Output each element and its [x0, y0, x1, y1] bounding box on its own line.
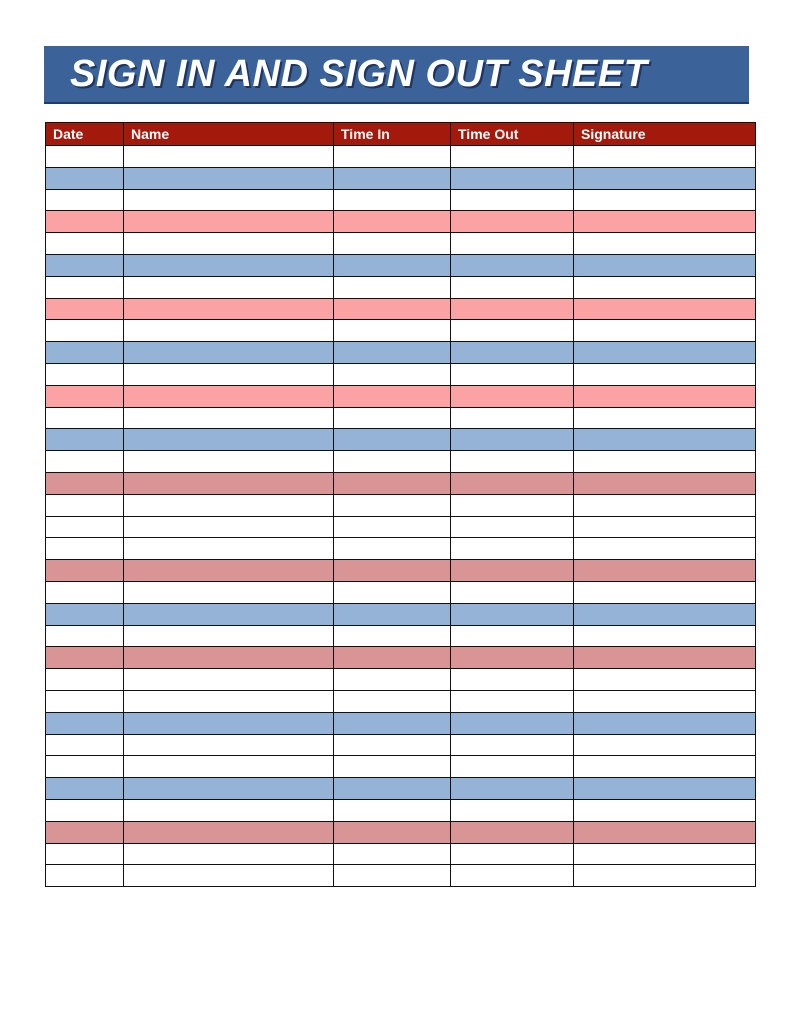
table-row — [46, 778, 756, 800]
table-row — [46, 538, 756, 560]
date-cell — [46, 712, 124, 734]
table-row — [46, 843, 756, 865]
table-row — [46, 342, 756, 364]
signature-cell — [574, 254, 756, 276]
table-row — [46, 756, 756, 778]
table-row — [46, 167, 756, 189]
time-out-cell — [451, 734, 574, 756]
name-cell — [124, 821, 334, 843]
signature-cell — [574, 799, 756, 821]
time-out-cell — [451, 843, 574, 865]
table-row — [46, 821, 756, 843]
time-out-cell — [451, 647, 574, 669]
date-cell — [46, 429, 124, 451]
signature-cell — [574, 298, 756, 320]
time-in-cell — [334, 603, 451, 625]
table-row — [46, 581, 756, 603]
table-row — [46, 254, 756, 276]
date-cell — [46, 254, 124, 276]
name-cell — [124, 799, 334, 821]
table-row — [46, 407, 756, 429]
time-in-cell — [334, 756, 451, 778]
time-out-cell — [451, 799, 574, 821]
name-cell — [124, 647, 334, 669]
date-cell — [46, 494, 124, 516]
table-row — [46, 516, 756, 538]
time-in-cell — [334, 320, 451, 342]
time-in-cell — [334, 276, 451, 298]
date-cell — [46, 320, 124, 342]
date-cell — [46, 799, 124, 821]
name-cell — [124, 560, 334, 582]
time-out-cell — [451, 407, 574, 429]
time-in-cell — [334, 342, 451, 364]
time-in-cell — [334, 494, 451, 516]
time-in-cell — [334, 821, 451, 843]
signature-cell — [574, 429, 756, 451]
date-cell — [46, 146, 124, 168]
name-cell — [124, 233, 334, 255]
time-out-cell — [451, 429, 574, 451]
time-out-cell — [451, 603, 574, 625]
signature-cell — [574, 669, 756, 691]
date-cell — [46, 669, 124, 691]
signature-cell — [574, 146, 756, 168]
table-header-row — [46, 123, 756, 146]
signature-cell — [574, 167, 756, 189]
name-cell — [124, 538, 334, 560]
date-cell — [46, 298, 124, 320]
date-cell — [46, 342, 124, 364]
table-row — [46, 472, 756, 494]
signature-cell — [574, 690, 756, 712]
time-out-cell — [451, 690, 574, 712]
time-in-cell — [334, 690, 451, 712]
time-in-cell — [334, 538, 451, 560]
table-row — [46, 799, 756, 821]
signature-cell — [574, 560, 756, 582]
time-out-cell — [451, 167, 574, 189]
date-cell — [46, 756, 124, 778]
table-body — [46, 146, 756, 887]
time-out-cell — [451, 669, 574, 691]
table-row — [46, 298, 756, 320]
time-out-cell — [451, 233, 574, 255]
time-out-cell — [451, 189, 574, 211]
time-out-cell — [451, 494, 574, 516]
name-cell — [124, 146, 334, 168]
time-in-cell — [334, 516, 451, 538]
date-cell — [46, 233, 124, 255]
time-out-cell — [451, 451, 574, 473]
name-cell — [124, 472, 334, 494]
signature-cell — [574, 647, 756, 669]
table-row — [46, 385, 756, 407]
date-cell — [46, 647, 124, 669]
time-in-cell — [334, 712, 451, 734]
table-row — [46, 146, 756, 168]
table-row — [46, 734, 756, 756]
date-cell — [46, 516, 124, 538]
table-row — [46, 276, 756, 298]
time-in-cell — [334, 669, 451, 691]
time-in-cell — [334, 799, 451, 821]
signature-cell — [574, 189, 756, 211]
time-in-cell — [334, 560, 451, 582]
signature-cell — [574, 538, 756, 560]
date-cell — [46, 690, 124, 712]
table-row — [46, 451, 756, 473]
date-cell — [46, 363, 124, 385]
date-cell — [46, 385, 124, 407]
table-row — [46, 712, 756, 734]
time-out-cell — [451, 298, 574, 320]
name-cell — [124, 494, 334, 516]
table-row — [46, 429, 756, 451]
time-out-cell — [451, 472, 574, 494]
time-in-cell — [334, 211, 451, 233]
time-in-cell — [334, 843, 451, 865]
name-cell — [124, 712, 334, 734]
signature-cell — [574, 385, 756, 407]
name-cell — [124, 276, 334, 298]
time-in-cell — [334, 451, 451, 473]
time-in-cell — [334, 581, 451, 603]
date-cell — [46, 451, 124, 473]
table-row — [46, 865, 756, 887]
table-row — [46, 690, 756, 712]
time-out-cell — [451, 538, 574, 560]
date-cell — [46, 581, 124, 603]
date-cell — [46, 276, 124, 298]
name-cell — [124, 342, 334, 364]
time-in-cell — [334, 233, 451, 255]
name-cell — [124, 843, 334, 865]
time-out-cell — [451, 276, 574, 298]
name-cell — [124, 603, 334, 625]
date-cell — [46, 189, 124, 211]
signature-cell — [574, 712, 756, 734]
time-in-cell — [334, 167, 451, 189]
column-header-time-in: Time In — [334, 123, 451, 146]
date-cell — [46, 167, 124, 189]
time-out-cell — [451, 320, 574, 342]
name-cell — [124, 516, 334, 538]
time-out-cell — [451, 560, 574, 582]
time-out-cell — [451, 712, 574, 734]
signature-cell — [574, 778, 756, 800]
sign-in-table — [45, 122, 756, 887]
column-header-name: Name — [124, 123, 334, 146]
date-cell — [46, 538, 124, 560]
date-cell — [46, 821, 124, 843]
signature-cell — [574, 603, 756, 625]
name-cell — [124, 451, 334, 473]
signature-cell — [574, 363, 756, 385]
name-cell — [124, 625, 334, 647]
table-row — [46, 211, 756, 233]
signature-cell — [574, 342, 756, 364]
name-cell — [124, 254, 334, 276]
signature-cell — [574, 494, 756, 516]
time-in-cell — [334, 429, 451, 451]
time-out-cell — [451, 821, 574, 843]
time-in-cell — [334, 734, 451, 756]
signature-cell — [574, 276, 756, 298]
table-row — [46, 494, 756, 516]
name-cell — [124, 298, 334, 320]
column-header-signature: Signature — [574, 123, 756, 146]
signature-cell — [574, 233, 756, 255]
name-cell — [124, 320, 334, 342]
date-cell — [46, 625, 124, 647]
signature-cell — [574, 472, 756, 494]
name-cell — [124, 363, 334, 385]
signature-cell — [574, 451, 756, 473]
table-row — [46, 560, 756, 582]
signature-cell — [574, 843, 756, 865]
time-in-cell — [334, 385, 451, 407]
time-in-cell — [334, 778, 451, 800]
time-in-cell — [334, 865, 451, 887]
signature-cell — [574, 320, 756, 342]
column-header-date: Date — [46, 123, 124, 146]
time-out-cell — [451, 625, 574, 647]
table-row — [46, 189, 756, 211]
name-cell — [124, 690, 334, 712]
time-out-cell — [451, 211, 574, 233]
signature-cell — [574, 865, 756, 887]
signature-cell — [574, 756, 756, 778]
page-title: SIGN IN AND SIGN OUT SHEET — [70, 52, 648, 95]
time-out-cell — [451, 756, 574, 778]
signature-cell — [574, 211, 756, 233]
date-cell — [46, 778, 124, 800]
name-cell — [124, 734, 334, 756]
signature-cell — [574, 407, 756, 429]
name-cell — [124, 756, 334, 778]
time-in-cell — [334, 298, 451, 320]
time-out-cell — [451, 254, 574, 276]
table-row — [46, 647, 756, 669]
time-out-cell — [451, 516, 574, 538]
signature-cell — [574, 516, 756, 538]
name-cell — [124, 385, 334, 407]
time-in-cell — [334, 472, 451, 494]
date-cell — [46, 734, 124, 756]
table-row — [46, 669, 756, 691]
table-row — [46, 320, 756, 342]
signature-cell — [574, 581, 756, 603]
date-cell — [46, 407, 124, 429]
signature-cell — [574, 734, 756, 756]
time-out-cell — [451, 363, 574, 385]
name-cell — [124, 429, 334, 451]
time-in-cell — [334, 254, 451, 276]
time-in-cell — [334, 363, 451, 385]
time-out-cell — [451, 581, 574, 603]
time-out-cell — [451, 146, 574, 168]
name-cell — [124, 581, 334, 603]
column-header-time-out: Time Out — [451, 123, 574, 146]
name-cell — [124, 189, 334, 211]
time-in-cell — [334, 407, 451, 429]
name-cell — [124, 778, 334, 800]
time-in-cell — [334, 625, 451, 647]
time-out-cell — [451, 865, 574, 887]
name-cell — [124, 865, 334, 887]
time-in-cell — [334, 146, 451, 168]
time-out-cell — [451, 778, 574, 800]
date-cell — [46, 472, 124, 494]
time-out-cell — [451, 342, 574, 364]
name-cell — [124, 167, 334, 189]
date-cell — [46, 843, 124, 865]
signature-cell — [574, 821, 756, 843]
time-out-cell — [451, 385, 574, 407]
table-row — [46, 625, 756, 647]
table-row — [46, 363, 756, 385]
name-cell — [124, 669, 334, 691]
date-cell — [46, 865, 124, 887]
time-in-cell — [334, 189, 451, 211]
date-cell — [46, 560, 124, 582]
name-cell — [124, 407, 334, 429]
time-in-cell — [334, 647, 451, 669]
name-cell — [124, 211, 334, 233]
table-row — [46, 603, 756, 625]
signature-cell — [574, 625, 756, 647]
date-cell — [46, 603, 124, 625]
table-row — [46, 233, 756, 255]
title-banner — [44, 46, 749, 104]
date-cell — [46, 211, 124, 233]
